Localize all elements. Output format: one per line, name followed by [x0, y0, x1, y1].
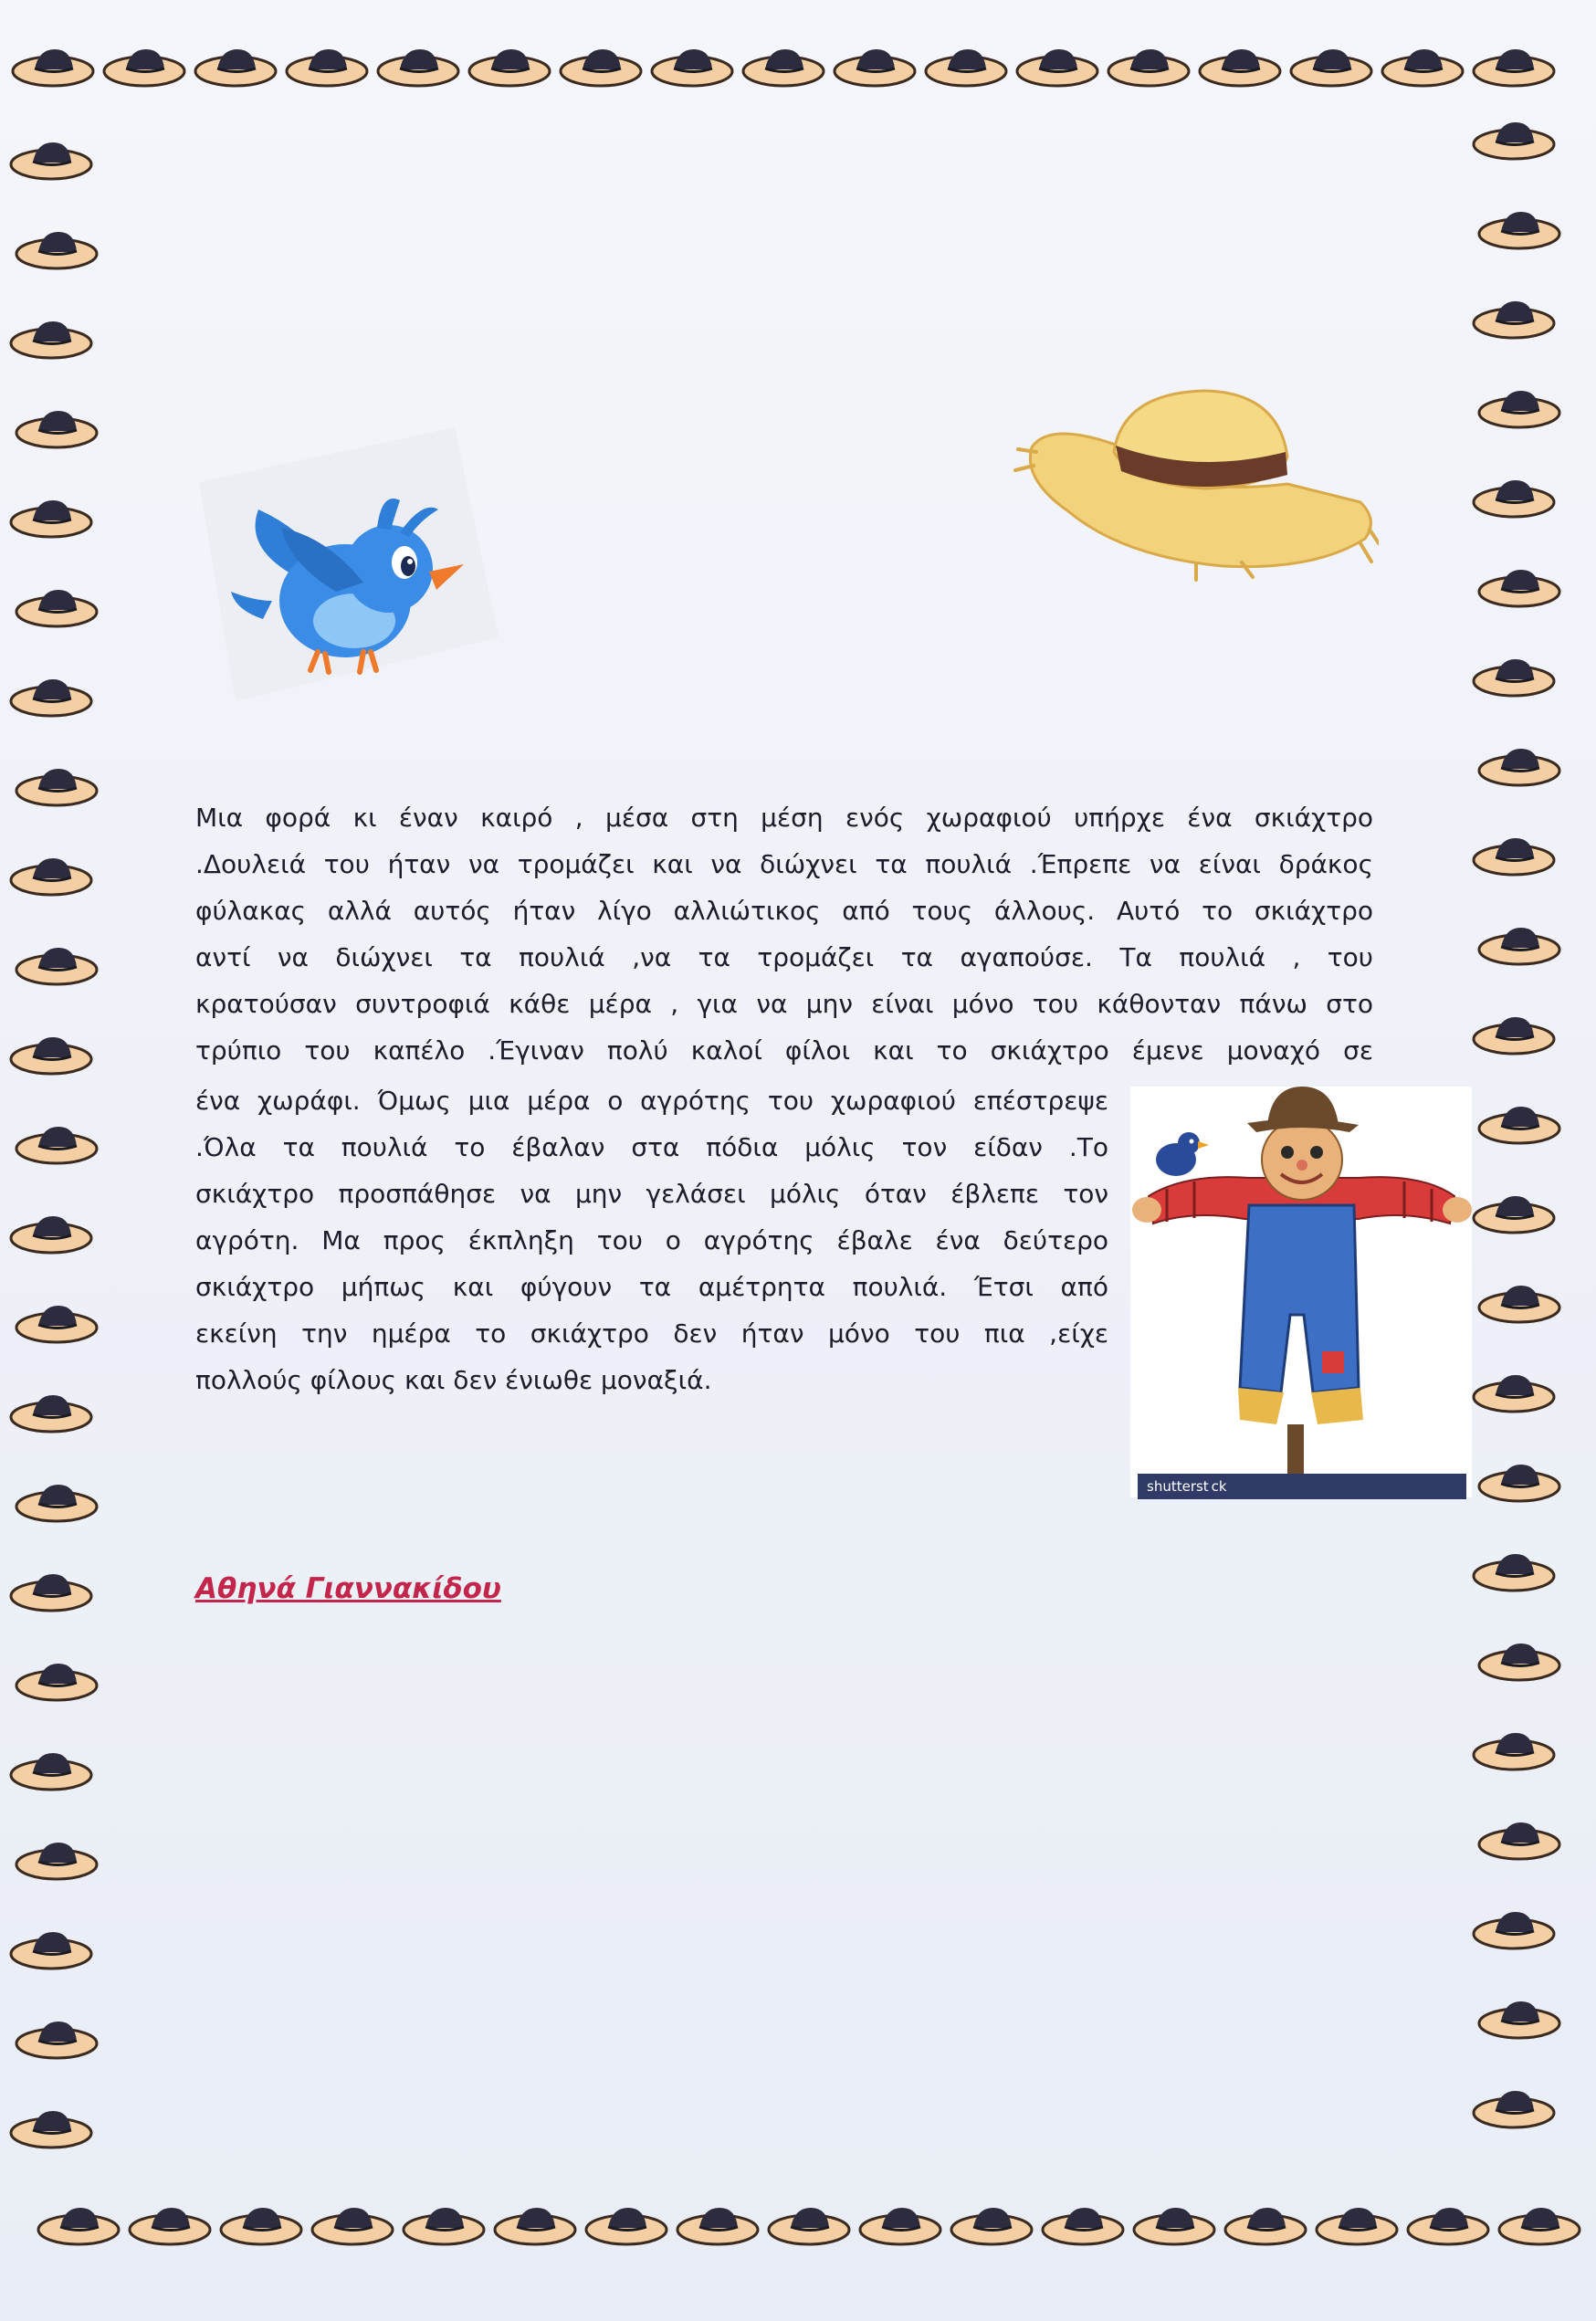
hat-icon: [15, 1658, 99, 1706]
story-line: σκιάχτρο μήπως και φύγουν τα αμέτρητα πουλιά. Έτσι από: [195, 1272, 1108, 1302]
hat-icon: [15, 405, 99, 453]
hat-icon: [1015, 44, 1099, 91]
hat-icon: [1315, 2202, 1399, 2250]
hat-icon: [102, 44, 186, 91]
hat-icon: [1289, 44, 1373, 91]
hat-icon: [285, 44, 369, 91]
hat-icon: [15, 1300, 99, 1348]
straw-hat-icon: [1013, 383, 1379, 593]
hat-icon: [219, 2202, 303, 2250]
hat-icon: [1472, 1012, 1556, 1059]
hat-icon: [741, 44, 825, 91]
hat-icon: [15, 763, 99, 811]
story-line: φύλακας αλλά αυτός ήταν λίγο αλλιώτικος από τους άλλους. Αυτό το σκιάχτρο: [195, 896, 1373, 926]
hat-icon: [9, 1390, 93, 1437]
hat-icon: [1472, 1549, 1556, 1596]
hat-icon: [1472, 2085, 1556, 2133]
hat-icon: [1477, 922, 1561, 970]
hat-icon: [1477, 1280, 1561, 1328]
hat-icon: [9, 316, 93, 363]
hat-icon: [1406, 2202, 1490, 2250]
story-line: σκιάχτρο προσπάθησε να μην γελάσει μόλις όταν έβλεπε τον: [195, 1179, 1108, 1209]
hat-icon: [467, 44, 551, 91]
hat-icon: [402, 2202, 486, 2250]
hat-icon: [1472, 296, 1556, 343]
hat-icon: [650, 44, 734, 91]
hat-icon: [1472, 654, 1556, 701]
hat-icon: [1477, 1996, 1561, 2043]
hat-icon: [9, 1927, 93, 1974]
bluebird-icon: [199, 427, 499, 701]
story-line: κρατούσαν συντροφιά κάθε μέρα , για να μην είναι μόνο του κάθονταν πάνω στο: [195, 989, 1373, 1019]
watermark: shutterst ck: [1138, 1474, 1466, 1499]
story-line: Μια φορά κι έναν καιρό , μέσα στη μέση ενός χωραφιού υπήρχε ένα σκιάχτρο: [195, 803, 1373, 833]
hat-icon: [15, 1479, 99, 1527]
hat-icon: [9, 674, 93, 721]
hat-icon: [676, 2202, 760, 2250]
story-paragraph-full: [195, 794, 1373, 1074]
hat-icon: [493, 2202, 577, 2250]
hat-icon: [128, 2202, 212, 2250]
hat-icon: [15, 584, 99, 632]
hat-icon: [9, 853, 93, 900]
hat-icon: [559, 44, 643, 91]
hat-icon: [767, 2202, 851, 2250]
hat-icon: [310, 2202, 394, 2250]
author-name: Αθηνά Γιαννακίδου: [195, 1572, 501, 1605]
story-line: εκείνη την ημέρα το σκιάχτρο δεν ήταν μόνο του πια ,είχε: [195, 1318, 1108, 1349]
hat-icon: [1132, 2202, 1216, 2250]
hat-icon: [9, 1211, 93, 1258]
hat-icon: [1477, 1638, 1561, 1686]
hat-icon: [1472, 1728, 1556, 1775]
hat-icon: [1472, 1906, 1556, 1954]
hat-icon: [9, 1032, 93, 1079]
hat-icon: [1041, 2202, 1125, 2250]
story-line: αγρότη. Μα προς έκπληξη του ο αγρότης έβαλε ένα δεύτερο: [195, 1225, 1108, 1255]
hat-icon: [833, 44, 917, 91]
hat-icon: [858, 2202, 942, 2250]
hat-icon: [584, 2202, 668, 2250]
hat-icon: [37, 2202, 121, 2250]
hat-icon: [9, 1748, 93, 1795]
hat-icon: [1477, 1817, 1561, 1864]
hat-icon: [1472, 44, 1556, 91]
hat-icon: [9, 2106, 93, 2153]
hat-icon: [15, 942, 99, 990]
hat-icon: [15, 2016, 99, 2064]
story-line: τρύπιο του καπέλο .Έγιναν πολύ καλοί φίλοι και το σκιάχτρο έμενε μοναχό σε: [195, 1035, 1373, 1066]
story-line: ένα χωράφι. Όμως μια μέρα ο αγρότης του χωραφιού επέστρεψε: [195, 1086, 1108, 1116]
hat-icon: [1223, 2202, 1307, 2250]
hat-icon: [1472, 833, 1556, 880]
hat-icon: [9, 495, 93, 542]
hat-icon: [1477, 1459, 1561, 1507]
hat-icon: [15, 1837, 99, 1885]
hat-icon: [924, 44, 1008, 91]
hat-icon: [194, 44, 278, 91]
hat-icon: [1381, 44, 1465, 91]
hat-icon: [9, 1569, 93, 1616]
hat-icon: [950, 2202, 1034, 2250]
story-line: .Όλα τα πουλιά το έβαλαν στα πόδια μόλις τον είδαν .Το: [195, 1132, 1108, 1162]
hat-icon: [1477, 385, 1561, 433]
story-line: .Δουλειά του ήταν να τρομάζει και να διώχνει τα πουλιά .Έπρεπε να είναι δράκος: [195, 849, 1373, 879]
hat-icon: [1477, 564, 1561, 612]
hat-icon: [1477, 1101, 1561, 1149]
hat-icon: [1477, 206, 1561, 254]
hat-icon: [1472, 475, 1556, 522]
hat-icon: [1107, 44, 1191, 91]
hat-icon: [1198, 44, 1282, 91]
hat-icon: [1497, 2202, 1581, 2250]
hat-icon: [1477, 743, 1561, 791]
hat-icon: [1472, 1370, 1556, 1417]
hat-icon: [15, 1121, 99, 1169]
story-line: πολλούς φίλους και δεν ένιωθε μοναξιά.: [195, 1365, 712, 1395]
story-paragraph-narrow: [195, 1077, 1108, 1403]
hat-icon: [376, 44, 460, 91]
hat-icon: [1472, 1191, 1556, 1238]
story-line: αντί να διώχνει τα πουλιά ,να τα τρομάζει τα αγαπούσε. Τα πουλιά , του: [195, 942, 1373, 972]
hat-icon: [9, 137, 93, 184]
hat-icon: [11, 44, 95, 91]
scarecrow-icon: [1130, 1087, 1472, 1497]
hat-icon: [15, 226, 99, 274]
hat-icon: [1472, 117, 1556, 164]
